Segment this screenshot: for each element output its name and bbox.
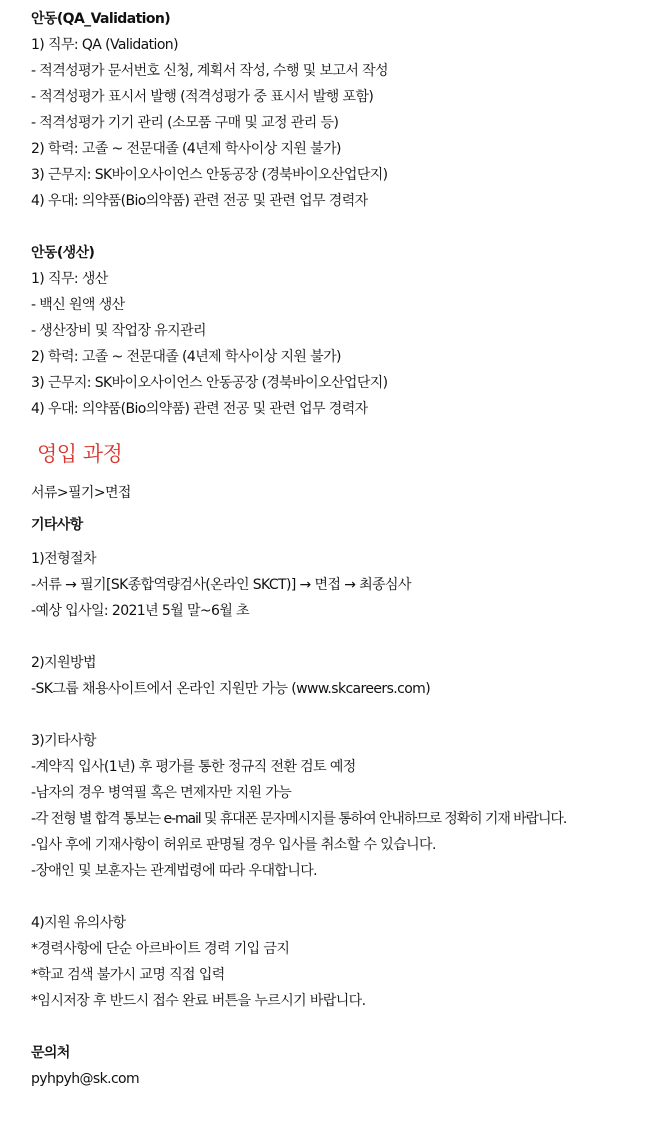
spacer — [31, 884, 661, 910]
spacer — [31, 214, 661, 240]
other-line: -계약직 입사(1년) 후 평가를 통한 정규직 전환 검토 예정 — [31, 759, 356, 775]
notes-line: *학교 검색 불가시 교명 직접 입력 — [31, 967, 225, 983]
production-line: 1) 직무: 생산 — [31, 271, 108, 287]
production-line: 4) 우대: 의약품(Bio의약품) 관련 전공 및 관련 업무 경력자 — [31, 401, 368, 417]
method-line: -SK그룹 채용사이트에서 온라인 지원만 가능 (www.skcareers.com) — [31, 681, 431, 697]
procedure-title: 1)전형절차 — [31, 551, 96, 567]
qa-line: 2) 학력: 고졸 ~ 전문대졸 (4년제 학사이상 지원 불가) — [31, 141, 341, 157]
spacer — [31, 1014, 661, 1040]
production-line: 3) 근무지: SK바이오사이언스 안동공장 (경북바이오산업단지) — [31, 375, 388, 391]
production-line: - 백신 원액 생산 — [31, 297, 125, 313]
spacer — [31, 702, 661, 728]
other-title: 3)기타사항 — [31, 733, 96, 749]
hiring-process-heading: 영입 과정 — [37, 442, 123, 466]
production-line: 2) 학력: 고졸 ~ 전문대졸 (4년제 학사이상 지원 불가) — [31, 349, 341, 365]
qa-line: 3) 근무지: SK바이오사이언스 안동공장 (경북바이오산업단지) — [31, 167, 388, 183]
other-line: -각 전형 별 합격 통보는 e-mail 및 휴대폰 문자메시지를 통하여 안내하므로 정확히 기재 바랍니다. — [31, 811, 567, 827]
method-title: 2)지원방법 — [31, 655, 96, 671]
qa-line: - 적격성평가 표시서 발행 (적격성평가 중 표시서 발행 포함) — [31, 89, 374, 105]
notes-line: *경력사항에 단순 아르바이트 경력 기입 금지 — [31, 941, 290, 957]
qa-validation-title: 안동(QA_Validation) — [31, 11, 171, 27]
contact-email: pyhpyh@sk.com — [31, 1071, 140, 1087]
production-line: - 생산장비 및 작업장 유지관리 — [31, 323, 206, 339]
qa-line: 4) 우대: 의약품(Bio의약품) 관련 전공 및 관련 업무 경력자 — [31, 193, 368, 209]
notes-title: 4)지원 유의사항 — [31, 915, 126, 931]
contact-block — [31, 1040, 661, 1092]
other-block — [31, 728, 661, 884]
procedure-line: -예상 입사일: 2021년 5월 말~6월 초 — [31, 603, 250, 619]
procedure-line: -서류 → 필기[SK종합역량검사(온라인 SKCT)] → 면접 → 최종심사 — [31, 577, 411, 593]
other-line: -남자의 경우 병역필 혹은 면제자만 지원 가능 — [31, 785, 292, 801]
notes-line: *임시저장 후 반드시 접수 완료 버튼을 누르시기 바랍니다. — [31, 993, 366, 1009]
method-block — [31, 650, 661, 702]
contact-heading: 문의처 — [31, 1045, 70, 1061]
production-section — [31, 240, 661, 422]
job-posting-document — [31, 6, 661, 1092]
qa-validation-section — [31, 6, 661, 214]
spacer — [31, 624, 661, 650]
hiring-process-steps: 서류>필기>면접 — [31, 485, 131, 501]
qa-line: - 적격성평가 문서번호 신청, 계획서 작성, 수행 및 보고서 작성 — [31, 63, 388, 79]
production-title: 안동(생산) — [31, 245, 95, 261]
qa-line: 1) 직무: QA (Validation) — [31, 37, 178, 53]
qa-line: - 적격성평가 기기 관리 (소모품 구매 및 교정 관리 등) — [31, 115, 339, 131]
other-line: -장애인 및 보훈자는 관계법령에 따라 우대합니다. — [31, 863, 318, 879]
etc-heading: 기타사항 — [31, 517, 83, 533]
notes-block — [31, 910, 661, 1014]
other-line: -입사 후에 기재사항이 허위로 판명될 경우 입사를 취소할 수 있습니다. — [31, 837, 436, 853]
procedure-block — [31, 546, 661, 624]
